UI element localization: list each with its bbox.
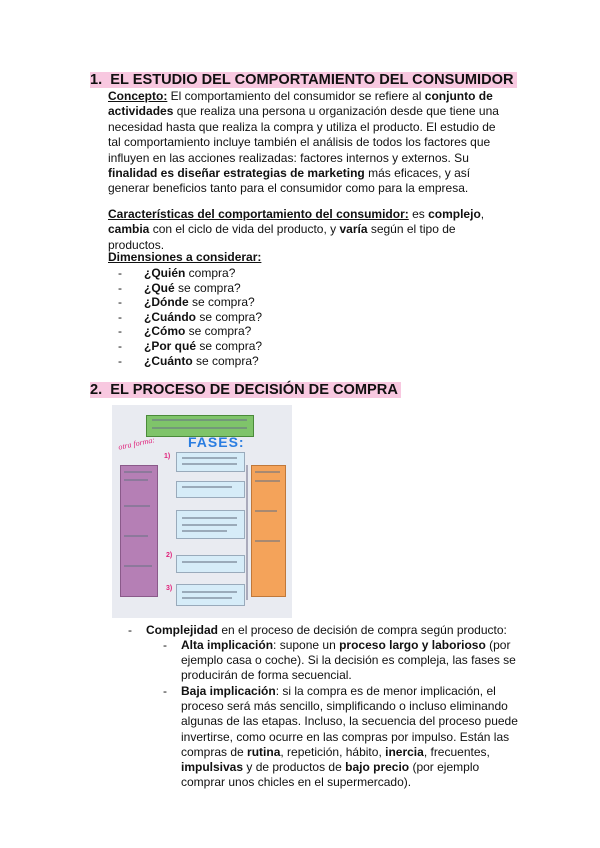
bold-text: conjunto de actividades	[108, 89, 493, 119]
diagram-text-line	[182, 524, 237, 526]
step-mark: 1)	[164, 453, 171, 460]
diagram-text-line	[255, 510, 277, 512]
diagram-text-line	[152, 419, 247, 421]
text-run: , repetición, hábito,	[280, 744, 386, 759]
dimension-question: ¿Por qué	[144, 338, 197, 353]
diagram-text-line	[182, 517, 237, 519]
phase-box	[176, 481, 245, 498]
alta-implicacion-text	[181, 638, 516, 682]
text-run: según el tipo de productos.	[108, 222, 456, 252]
phase-box	[176, 584, 245, 606]
diagram-text-line	[255, 471, 280, 473]
internal-variables-box	[120, 465, 158, 597]
dimensiones-title: Dimensiones a considerar:	[108, 250, 262, 264]
subheading: Concepto:	[108, 89, 168, 103]
text-run: es	[408, 207, 429, 221]
text-run: más eficaces, y así generar beneficios tanto para el consumidor como para la empresa.	[108, 166, 471, 196]
dimension-question: ¿Dónde	[144, 295, 189, 310]
text-run: y de productos de	[243, 760, 346, 775]
dimension-item	[118, 310, 262, 325]
bold-text: finalidad es diseñar estrategias de marketing	[108, 166, 365, 181]
dimension-rest: se compra?	[174, 280, 241, 295]
dimensiones-list	[118, 266, 262, 368]
bold-text: Complejidad	[146, 623, 219, 637]
dimension-rest: se compra?	[188, 295, 255, 310]
diagram-text-line	[182, 591, 237, 593]
diagram-text-line	[124, 505, 150, 507]
decision-process-diagram	[112, 405, 292, 618]
dimension-question: ¿Cuánto	[144, 353, 193, 368]
section-number: 2.	[90, 382, 103, 398]
section-title: EL PROCESO DE DECISIÓN DE COMPRA	[110, 382, 398, 398]
diagram-text-line	[182, 530, 227, 532]
dimension-rest: se compra?	[192, 353, 259, 368]
section-number: 1.	[90, 72, 103, 88]
subheading: Características del comportamiento del consumidor:	[108, 207, 409, 221]
section-2-heading	[90, 381, 401, 399]
bold-text: Baja implicación	[181, 684, 276, 698]
text-run: con el ciclo de vida del producto, y	[149, 222, 340, 237]
concepto-paragraph	[108, 89, 510, 197]
baja-implicacion-bullet: - Baja implicación: si la compra es de menor implicación, el proceso será más sencillo, simplificando o incluso eliminando algunas de las etapas. Incluso, la secuencia del proceso puede invertirse, como ocurre en las compras por impulso. Están las compras de rutina, repetición, hábito, inercia, frecuentes, impulsivas y de productos de bajo precio (por ejemplo comprar unos chicles en el supermercado).	[163, 684, 518, 790]
dimension-question: ¿Quién	[144, 266, 186, 280]
diagram-text-line	[182, 486, 232, 488]
diagram-text-line	[152, 427, 247, 429]
bold-text: inercia	[385, 744, 424, 759]
diagram-text-line	[255, 480, 280, 482]
bold-text: impulsivas	[181, 760, 244, 775]
text-run: : si la compra es de menor implicación, el proceso será más sencillo, simplificando o incluso eliminando algunas de las etapas. Incluso, la secuencia del proceso puede invertirse, como ocurre en las compras por impulso. Están las compras de	[181, 684, 518, 759]
text-run: ,	[480, 207, 485, 221]
dimension-question: ¿Qué	[144, 280, 175, 295]
bold-text: cambia	[108, 222, 150, 237]
text-run: (por ejemplo comprar unos chicles en el supermercado).	[181, 760, 480, 790]
dimension-item	[118, 266, 262, 281]
text-run: (por ejemplo casa o coche). Si la decisión es compleja, las fases se producirán de forma secuencial.	[181, 638, 516, 683]
diagram-text-line	[182, 457, 237, 459]
diagram-text-line	[182, 463, 237, 465]
complejidad-bullet: - Complejidad en el proceso de decisión de compra según producto:	[128, 623, 507, 637]
diagram-text-line	[124, 479, 148, 481]
phase-box	[176, 452, 245, 472]
diagram-text-line	[182, 597, 232, 599]
dimension-item	[118, 295, 262, 310]
fases-label: FASES:	[188, 434, 245, 450]
complejidad-text	[146, 623, 507, 637]
text-run: El comportamiento del consumidor se refiere al	[167, 89, 425, 103]
bold-text: bajo precio	[345, 760, 410, 775]
dimension-question: ¿Cuándo	[144, 309, 196, 324]
step-mark: 2)	[166, 552, 173, 559]
dimension-rest: compra?	[185, 266, 236, 280]
bold-text: varía	[339, 222, 368, 237]
dimension-item	[118, 324, 262, 339]
dimension-rest: se compra?	[185, 324, 252, 339]
dimension-item	[118, 281, 262, 296]
phase-box	[176, 555, 245, 573]
diagram-text-line	[124, 535, 148, 537]
connector-line	[246, 465, 248, 600]
diagram-text-line	[124, 565, 152, 567]
bold-text: complejo	[428, 207, 481, 221]
dimension-rest: se compra?	[196, 309, 263, 324]
baja-implicacion-text	[163, 684, 518, 790]
caracteristicas-paragraph	[108, 207, 510, 253]
section-title: EL ESTUDIO DEL COMPORTAMIENTO DEL CONSUMIDOR	[110, 72, 514, 88]
step-mark: 3)	[166, 585, 173, 592]
text-run: : supone un	[273, 638, 340, 652]
dimension-item	[118, 354, 262, 369]
bold-text: Alta implicación	[181, 638, 274, 652]
alta-implicacion-bullet: - Alta implicación: supone un proceso largo y laborioso (por ejemplo casa o coche). Si la decisión es compleja, las fases se producirán de forma secuencial.	[163, 638, 516, 683]
diagram-text-line	[124, 471, 152, 473]
dimension-item	[118, 339, 262, 354]
diagram-text-line	[182, 561, 237, 563]
handwritten-note: otra forma:	[117, 435, 156, 452]
text-run: en el proceso de decisión de compra según producto:	[218, 623, 507, 637]
section-1-heading	[90, 71, 517, 89]
text-run: que realiza una persona u organización desde que tiene una necesidad hasta que realiza la compra y utiliza el producto. El estudio de tal comportamiento incluye también el análisis de todos los factores que influyen en las acciones realizadas: factores internos y externos. Su	[108, 104, 499, 165]
dimension-rest: se compra?	[196, 338, 263, 353]
diagram-text-line	[255, 540, 280, 542]
external-variables-box	[251, 465, 286, 597]
text-run: , frecuentes,	[423, 744, 490, 759]
bold-text: rutina	[247, 744, 281, 759]
bold-text: proceso largo y laborioso	[339, 638, 486, 652]
dimension-question: ¿Cómo	[144, 324, 186, 339]
